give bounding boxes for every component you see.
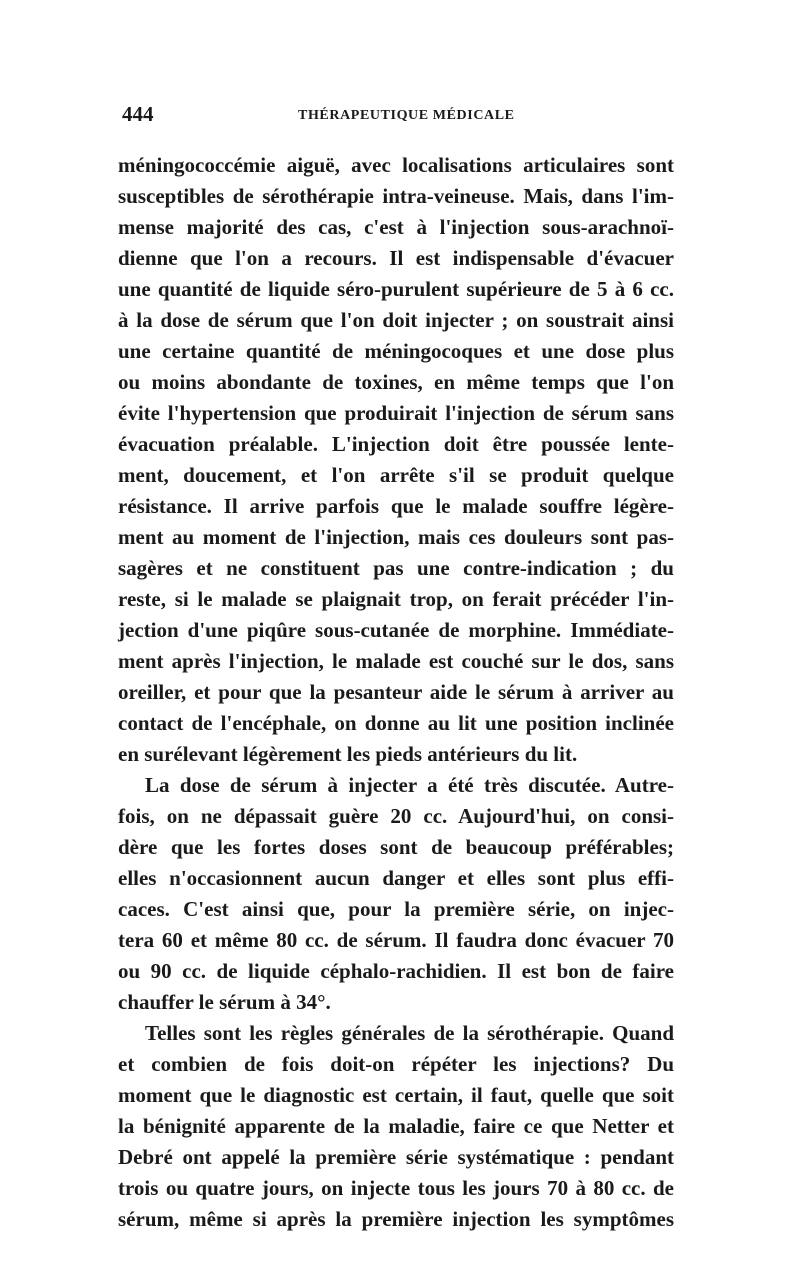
text-line: évite l'hypertension que produirait l'injection de sérum sans — [118, 401, 674, 425]
text-line: tera 60 et même 80 cc. de sérum. Il faudra donc évacuer 70 — [118, 928, 674, 952]
text-line: caces. C'est ainsi que, pour la première série, on injec- — [118, 897, 674, 921]
text-line: à la dose de sérum que l'on doit injecter ; on soustrait ainsi — [118, 308, 674, 332]
text-line: la bénignité apparente de la maladie, faire ce que Netter et — [118, 1114, 674, 1138]
text-line: susceptibles de sérothérapie intra-veineuse. Mais, dans l'im- — [118, 184, 674, 208]
page-number: 444 — [122, 102, 154, 126]
text-line: en surélevant légèrement les pieds antérieurs du lit. — [118, 742, 578, 766]
text-line: elles n'occasionnent aucun danger et elles sont plus effi- — [118, 866, 674, 890]
text-line: jection d'une piqûre sous-cutanée de morphine. Immédiate- — [118, 618, 674, 642]
text-line: oreiller, et pour que la pesanteur aide le sérum à arriver au — [118, 680, 674, 704]
text-line: chauffer le sérum à 34°. — [118, 990, 331, 1014]
text-line: ment après l'injection, le malade est couché sur le dos, sans — [118, 649, 674, 673]
text-line: La dose de sérum à injecter a été très discutée. Autre- — [145, 773, 674, 797]
text-line: Debré ont appelé la première série systématique : pendant — [118, 1145, 674, 1169]
text-line: moment que le diagnostic est certain, il faut, quelle que soit — [118, 1083, 674, 1107]
text-line: sérum, même si après la première injection les symptômes — [118, 1207, 674, 1231]
text-line: reste, si le malade se plaignait trop, on ferait précéder l'in- — [118, 587, 674, 611]
running-title: THÉRAPEUTIQUE MÉDICALE — [298, 108, 515, 123]
text-line: évacuation préalable. L'injection doit être poussée lente- — [118, 432, 674, 456]
text-line: Telles sont les règles générales de la sérothérapie. Quand — [145, 1021, 674, 1045]
text-line: méningococcémie aiguë, avec localisations articulaires sont — [118, 153, 674, 177]
text-line: dère que les fortes doses sont de beaucoup préférables; — [118, 835, 674, 859]
text-line: ou 90 cc. de liquide céphalo-rachidien. Il est bon de faire — [118, 959, 674, 983]
text-line: dienne que l'on a recours. Il est indispensable d'évacuer — [118, 246, 674, 270]
text-line: résistance. Il arrive parfois que le malade souffre légère- — [118, 494, 674, 518]
text-line: et combien de fois doit-on répéter les injections? Du — [118, 1052, 674, 1076]
text-line: ment, doucement, et l'on arrête s'il se produit quelque — [118, 463, 674, 487]
text-line: ou moins abondante de toxines, en même temps que l'on — [118, 370, 674, 394]
text-line: mense majorité des cas, c'est à l'injection sous-arachnoï- — [118, 215, 674, 239]
text-line: fois, on ne dépassait guère 20 cc. Aujourd'hui, on consi- — [118, 804, 674, 828]
text-line: une quantité de liquide séro-purulent supérieure de 5 à 6 cc. — [118, 277, 674, 301]
text-line: sagères et ne constituent pas une contre-indication ; du — [118, 556, 674, 580]
text-line: contact de l'encéphale, on donne au lit une position inclinée — [118, 711, 674, 735]
text-line: une certaine quantité de méningocoques et une dose plus — [118, 339, 674, 363]
text-line: ment au moment de l'injection, mais ces douleurs sont pas- — [118, 525, 674, 549]
page-header — [118, 102, 678, 142]
text-line: trois ou quatre jours, on injecte tous les jours 70 à 80 cc. de — [118, 1176, 674, 1200]
